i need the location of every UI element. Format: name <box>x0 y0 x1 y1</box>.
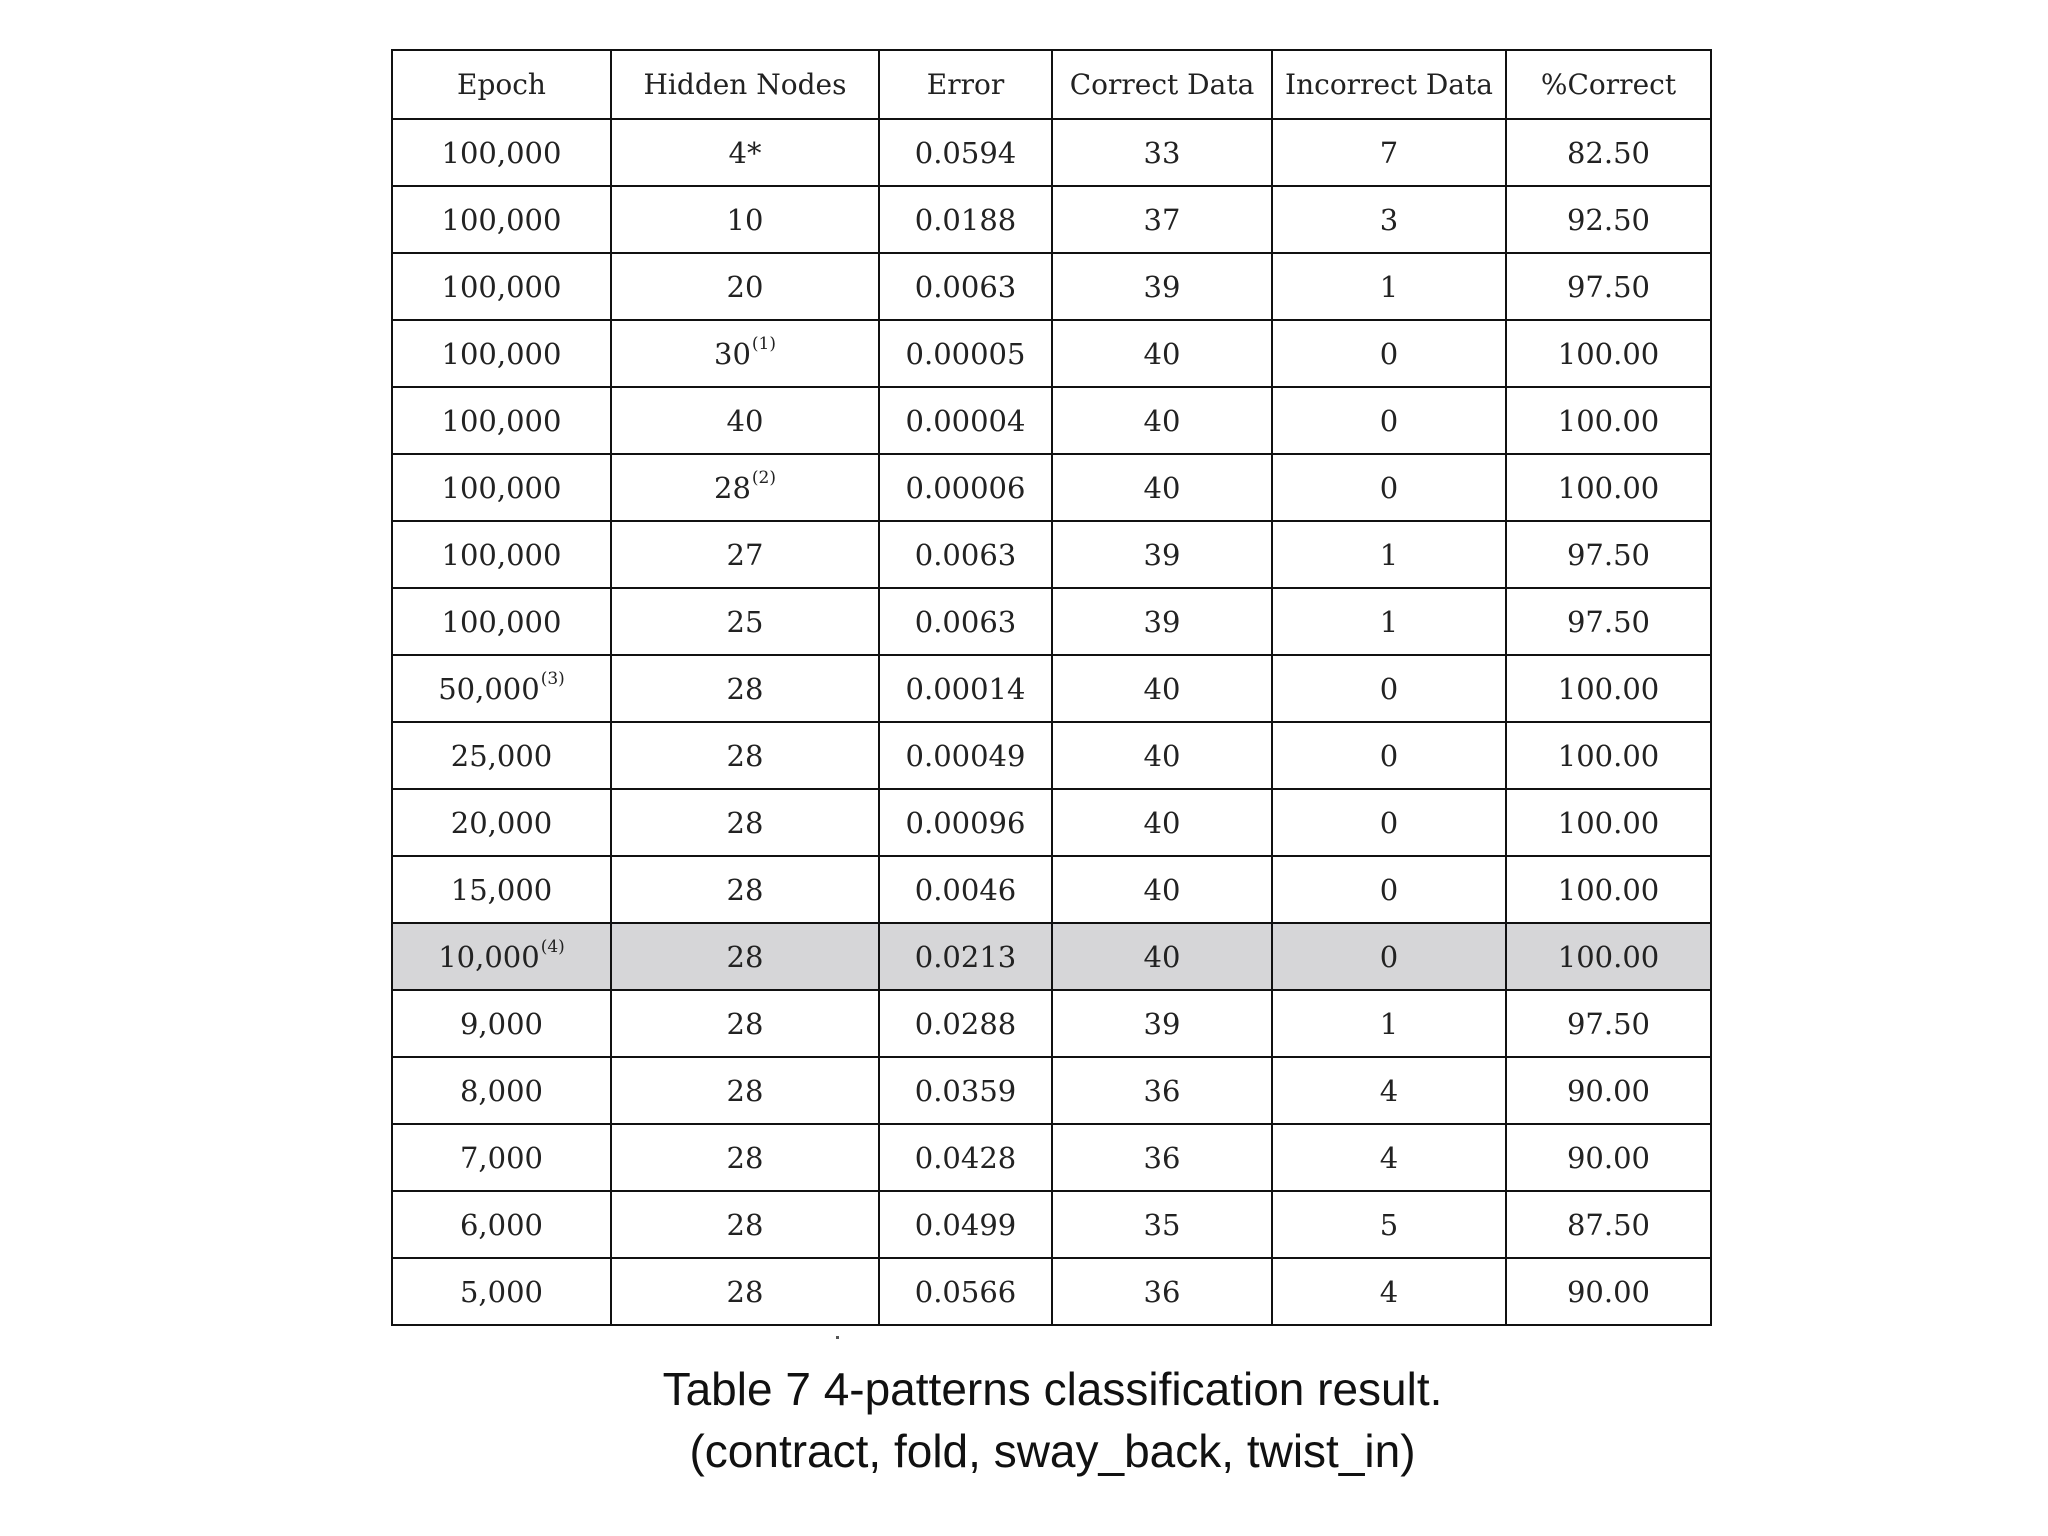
hidden-nodes-cell <box>611 722 879 789</box>
incorrect-data-cell <box>1272 454 1506 521</box>
correct-data-cell-value: 40 <box>1143 872 1181 907</box>
correct-data-cell-value: 37 <box>1143 202 1181 237</box>
table-row <box>392 119 1711 186</box>
incorrect-data-cell <box>1272 722 1506 789</box>
correct-data-cell <box>1052 655 1272 722</box>
error-cell <box>879 1124 1052 1191</box>
error-cell-value: 0.0063 <box>914 537 1017 572</box>
incorrect-data-cell-value: 1 <box>1379 537 1399 572</box>
percent-correct-cell-value: 90.00 <box>1566 1140 1651 1175</box>
epoch-cell <box>392 253 611 320</box>
epoch-cell <box>392 789 611 856</box>
header-epoch: Epoch <box>392 50 611 119</box>
hidden-nodes-cell <box>611 521 879 588</box>
table-row <box>392 856 1711 923</box>
hidden-nodes-cell <box>611 1191 879 1258</box>
correct-data-cell-value: 39 <box>1143 604 1181 639</box>
table-row <box>392 1258 1711 1325</box>
incorrect-data-cell <box>1272 655 1506 722</box>
incorrect-data-cell <box>1272 320 1506 387</box>
epoch-cell-value: 100,000 <box>441 403 562 438</box>
table-row <box>392 722 1711 789</box>
epoch-cell <box>392 119 611 186</box>
correct-data-cell-value: 40 <box>1143 671 1181 706</box>
epoch-cell <box>392 454 611 521</box>
percent-correct-cell-value: 100.00 <box>1557 403 1660 438</box>
table-row <box>392 454 1711 521</box>
error-cell-value: 0.0188 <box>914 202 1017 237</box>
epoch-cell-value: 6,000 <box>459 1207 544 1242</box>
error-cell-value: 0.00096 <box>905 805 1026 840</box>
incorrect-data-cell-value: 0 <box>1379 336 1399 371</box>
error-cell-value: 0.00006 <box>905 470 1026 505</box>
incorrect-data-cell-value: 3 <box>1379 202 1399 237</box>
epoch-cell-value: 100,000 <box>441 269 562 304</box>
error-cell <box>879 990 1052 1057</box>
error-cell <box>879 1057 1052 1124</box>
epoch-cell-value: 10,000 <box>438 939 540 974</box>
correct-data-cell <box>1052 923 1272 990</box>
correct-data-cell <box>1052 387 1272 454</box>
header-error: Error <box>879 50 1052 119</box>
error-cell-value: 0.0359 <box>914 1073 1017 1108</box>
correct-data-cell-value: 40 <box>1143 336 1181 371</box>
incorrect-data-cell-value: 7 <box>1379 135 1399 170</box>
table-row <box>392 990 1711 1057</box>
correct-data-cell <box>1052 521 1272 588</box>
percent-correct-cell <box>1506 1258 1711 1325</box>
error-cell-value: 0.0428 <box>914 1140 1017 1175</box>
table-row <box>392 521 1711 588</box>
correct-data-cell <box>1052 1124 1272 1191</box>
footnote-marker: (1) <box>751 333 776 354</box>
epoch-cell-value: 50,000 <box>438 671 540 706</box>
correct-data-cell-value: 40 <box>1143 738 1181 773</box>
correct-data-cell-value: 39 <box>1143 269 1181 304</box>
error-cell-value: 0.0594 <box>914 135 1017 170</box>
hidden-nodes-cell-value: 28 <box>726 671 764 706</box>
correct-data-cell-value: 33 <box>1143 135 1181 170</box>
table-row <box>392 387 1711 454</box>
correct-data-cell <box>1052 320 1272 387</box>
correct-data-cell <box>1052 856 1272 923</box>
hidden-nodes-cell <box>611 1258 879 1325</box>
epoch-cell-value: 5,000 <box>459 1274 544 1309</box>
error-cell-value: 0.00005 <box>905 336 1026 371</box>
percent-correct-cell-value: 100.00 <box>1557 671 1660 706</box>
epoch-cell-value: 7,000 <box>459 1140 544 1175</box>
percent-correct-cell <box>1506 856 1711 923</box>
header-percent-correct: %Correct <box>1506 50 1711 119</box>
error-cell-value: 0.00004 <box>905 403 1026 438</box>
table-row <box>392 1191 1711 1258</box>
correct-data-cell-value: 35 <box>1143 1207 1181 1242</box>
correct-data-cell-value: 40 <box>1143 470 1181 505</box>
error-cell-value: 0.0046 <box>914 872 1017 907</box>
table-row <box>392 1057 1711 1124</box>
incorrect-data-cell <box>1272 253 1506 320</box>
percent-correct-cell-value: 97.50 <box>1566 604 1651 639</box>
hidden-nodes-cell <box>611 856 879 923</box>
correct-data-cell-value: 40 <box>1143 805 1181 840</box>
error-cell <box>879 253 1052 320</box>
incorrect-data-cell <box>1272 1057 1506 1124</box>
incorrect-data-cell <box>1272 521 1506 588</box>
error-cell <box>879 1191 1052 1258</box>
epoch-cell <box>392 923 611 990</box>
hidden-nodes-cell-value: 40 <box>726 403 764 438</box>
stray-dot <box>836 1336 839 1339</box>
error-cell-value: 0.0063 <box>914 604 1017 639</box>
epoch-cell <box>392 1057 611 1124</box>
correct-data-cell <box>1052 722 1272 789</box>
hidden-nodes-cell <box>611 320 879 387</box>
incorrect-data-cell <box>1272 856 1506 923</box>
incorrect-data-cell <box>1272 1258 1506 1325</box>
incorrect-data-cell-value: 0 <box>1379 872 1399 907</box>
percent-correct-cell-value: 100.00 <box>1557 939 1660 974</box>
hidden-nodes-cell-value: 28 <box>726 1274 764 1309</box>
percent-correct-cell <box>1506 186 1711 253</box>
header-incorrect-data: Incorrect Data <box>1272 50 1506 119</box>
error-cell-value: 0.00049 <box>905 738 1026 773</box>
percent-correct-cell <box>1506 387 1711 454</box>
correct-data-cell-value: 40 <box>1143 403 1181 438</box>
epoch-cell <box>392 722 611 789</box>
hidden-nodes-cell <box>611 923 879 990</box>
hidden-nodes-cell-value: 4* <box>728 135 762 170</box>
table-header <box>392 50 1711 119</box>
hidden-nodes-cell-value: 28 <box>726 1140 764 1175</box>
correct-data-cell <box>1052 119 1272 186</box>
epoch-cell <box>392 1191 611 1258</box>
table-row <box>392 789 1711 856</box>
percent-correct-cell <box>1506 1124 1711 1191</box>
error-cell <box>879 722 1052 789</box>
epoch-cell <box>392 856 611 923</box>
incorrect-data-cell-value: 0 <box>1379 939 1399 974</box>
error-cell-value: 0.0288 <box>914 1006 1017 1041</box>
incorrect-data-cell <box>1272 387 1506 454</box>
percent-correct-cell <box>1506 655 1711 722</box>
error-cell <box>879 856 1052 923</box>
percent-correct-cell <box>1506 320 1711 387</box>
table-body <box>392 119 1711 1325</box>
hidden-nodes-cell <box>611 1057 879 1124</box>
error-cell <box>879 1258 1052 1325</box>
incorrect-data-cell <box>1272 990 1506 1057</box>
correct-data-cell <box>1052 1191 1272 1258</box>
epoch-cell-value: 100,000 <box>441 604 562 639</box>
hidden-nodes-cell <box>611 253 879 320</box>
epoch-cell <box>392 588 611 655</box>
error-cell <box>879 186 1052 253</box>
hidden-nodes-cell <box>611 454 879 521</box>
error-cell <box>879 387 1052 454</box>
correct-data-cell <box>1052 588 1272 655</box>
correct-data-cell-value: 36 <box>1143 1073 1181 1108</box>
percent-correct-cell <box>1506 454 1711 521</box>
error-cell <box>879 923 1052 990</box>
error-cell <box>879 521 1052 588</box>
epoch-cell-value: 100,000 <box>441 537 562 572</box>
percent-correct-cell-value: 87.50 <box>1566 1207 1651 1242</box>
percent-correct-cell-value: 97.50 <box>1566 1006 1651 1041</box>
footnote-marker: (2) <box>751 467 776 488</box>
table-row <box>392 923 1711 990</box>
hidden-nodes-cell <box>611 588 879 655</box>
table-row <box>392 186 1711 253</box>
error-cell <box>879 655 1052 722</box>
percent-correct-cell-value: 100.00 <box>1557 872 1660 907</box>
percent-correct-cell <box>1506 923 1711 990</box>
incorrect-data-cell-value: 1 <box>1379 269 1399 304</box>
percent-correct-cell <box>1506 1057 1711 1124</box>
header-row <box>392 50 1711 119</box>
table-row <box>392 655 1711 722</box>
epoch-cell <box>392 1258 611 1325</box>
epoch-cell-value: 15,000 <box>450 872 553 907</box>
epoch-cell <box>392 387 611 454</box>
correct-data-cell-value: 39 <box>1143 537 1181 572</box>
hidden-nodes-cell-value: 10 <box>726 202 764 237</box>
percent-correct-cell-value: 82.50 <box>1566 135 1651 170</box>
table-row <box>392 253 1711 320</box>
correct-data-cell-value: 40 <box>1143 939 1181 974</box>
epoch-cell-value: 100,000 <box>441 470 562 505</box>
hidden-nodes-cell-value: 28 <box>726 1207 764 1242</box>
epoch-cell-value: 100,000 <box>441 336 562 371</box>
hidden-nodes-cell <box>611 1124 879 1191</box>
incorrect-data-cell <box>1272 1124 1506 1191</box>
incorrect-data-cell <box>1272 119 1506 186</box>
epoch-cell-value: 100,000 <box>441 202 562 237</box>
correct-data-cell-value: 36 <box>1143 1274 1181 1309</box>
incorrect-data-cell <box>1272 588 1506 655</box>
hidden-nodes-cell-value: 20 <box>726 269 764 304</box>
epoch-cell <box>392 320 611 387</box>
epoch-cell-value: 25,000 <box>450 738 553 773</box>
percent-correct-cell-value: 92.50 <box>1566 202 1651 237</box>
results-table <box>391 49 1712 1326</box>
correct-data-cell-value: 36 <box>1143 1140 1181 1175</box>
incorrect-data-cell-value: 0 <box>1379 671 1399 706</box>
incorrect-data-cell-value: 5 <box>1379 1207 1399 1242</box>
error-cell-value: 0.0063 <box>914 269 1017 304</box>
incorrect-data-cell-value: 0 <box>1379 805 1399 840</box>
percent-correct-cell <box>1506 1191 1711 1258</box>
percent-correct-cell-value: 100.00 <box>1557 336 1660 371</box>
error-cell <box>879 588 1052 655</box>
incorrect-data-cell-value: 0 <box>1379 738 1399 773</box>
percent-correct-cell-value: 100.00 <box>1557 805 1660 840</box>
error-cell <box>879 320 1052 387</box>
percent-correct-cell <box>1506 990 1711 1057</box>
hidden-nodes-cell <box>611 789 879 856</box>
error-cell <box>879 454 1052 521</box>
error-cell-value: 0.0499 <box>914 1207 1017 1242</box>
epoch-cell <box>392 655 611 722</box>
percent-correct-cell <box>1506 789 1711 856</box>
percent-correct-cell <box>1506 722 1711 789</box>
epoch-cell-value: 8,000 <box>459 1073 544 1108</box>
percent-correct-cell-value: 97.50 <box>1566 269 1651 304</box>
epoch-cell <box>392 1124 611 1191</box>
percent-correct-cell <box>1506 588 1711 655</box>
correct-data-cell <box>1052 454 1272 521</box>
incorrect-data-cell-value: 4 <box>1379 1073 1399 1108</box>
hidden-nodes-cell-value: 28 <box>726 1006 764 1041</box>
error-cell <box>879 789 1052 856</box>
percent-correct-cell-value: 97.50 <box>1566 537 1651 572</box>
hidden-nodes-cell <box>611 387 879 454</box>
correct-data-cell-value: 39 <box>1143 1006 1181 1041</box>
incorrect-data-cell <box>1272 923 1506 990</box>
error-cell <box>879 119 1052 186</box>
epoch-cell-value: 20,000 <box>450 805 553 840</box>
percent-correct-cell <box>1506 521 1711 588</box>
hidden-nodes-cell-value: 25 <box>726 604 764 639</box>
incorrect-data-cell <box>1272 186 1506 253</box>
correct-data-cell <box>1052 990 1272 1057</box>
hidden-nodes-cell-value: 30 <box>714 336 751 371</box>
hidden-nodes-cell-value: 27 <box>726 537 764 572</box>
footnote-marker: (4) <box>540 936 565 957</box>
epoch-cell-value: 9,000 <box>459 1006 544 1041</box>
hidden-nodes-cell-value: 28 <box>726 805 764 840</box>
hidden-nodes-cell <box>611 655 879 722</box>
percent-correct-cell-value: 100.00 <box>1557 738 1660 773</box>
percent-correct-cell-value: 90.00 <box>1566 1274 1651 1309</box>
hidden-nodes-cell-value: 28 <box>714 470 751 505</box>
header-correct-data: Correct Data <box>1052 50 1272 119</box>
hidden-nodes-cell-value: 28 <box>726 1073 764 1108</box>
table-row <box>392 1124 1711 1191</box>
correct-data-cell <box>1052 789 1272 856</box>
error-cell-value: 0.0566 <box>914 1274 1017 1309</box>
incorrect-data-cell-value: 1 <box>1379 1006 1399 1041</box>
table-row <box>392 588 1711 655</box>
hidden-nodes-cell-value: 28 <box>726 939 764 974</box>
percent-correct-cell-value: 100.00 <box>1557 470 1660 505</box>
epoch-cell <box>392 521 611 588</box>
error-cell-value: 0.0213 <box>914 939 1017 974</box>
incorrect-data-cell-value: 4 <box>1379 1274 1399 1309</box>
header-hidden-nodes: Hidden Nodes <box>611 50 879 119</box>
incorrect-data-cell <box>1272 1191 1506 1258</box>
correct-data-cell <box>1052 1057 1272 1124</box>
epoch-cell <box>392 990 611 1057</box>
hidden-nodes-cell <box>611 119 879 186</box>
hidden-nodes-cell <box>611 990 879 1057</box>
percent-correct-cell <box>1506 119 1711 186</box>
caption-title: Table 7 4-patterns classification result. <box>662 1363 1443 1415</box>
footnote-marker: (3) <box>540 668 565 689</box>
hidden-nodes-cell-value: 28 <box>726 872 764 907</box>
table-row <box>392 320 1711 387</box>
error-cell-value: 0.00014 <box>905 671 1026 706</box>
hidden-nodes-cell-value: 28 <box>726 738 764 773</box>
epoch-cell <box>392 186 611 253</box>
incorrect-data-cell-value: 4 <box>1379 1140 1399 1175</box>
incorrect-data-cell-value: 0 <box>1379 403 1399 438</box>
incorrect-data-cell-value: 1 <box>1379 604 1399 639</box>
epoch-cell-value: 100,000 <box>441 135 562 170</box>
incorrect-data-cell <box>1272 789 1506 856</box>
hidden-nodes-cell <box>611 186 879 253</box>
correct-data-cell <box>1052 186 1272 253</box>
correct-data-cell <box>1052 1258 1272 1325</box>
caption-subtitle: (contract, fold, sway_back, twist_in) <box>689 1425 1416 1477</box>
percent-correct-cell <box>1506 253 1711 320</box>
incorrect-data-cell-value: 0 <box>1379 470 1399 505</box>
correct-data-cell <box>1052 253 1272 320</box>
percent-correct-cell-value: 90.00 <box>1566 1073 1651 1108</box>
